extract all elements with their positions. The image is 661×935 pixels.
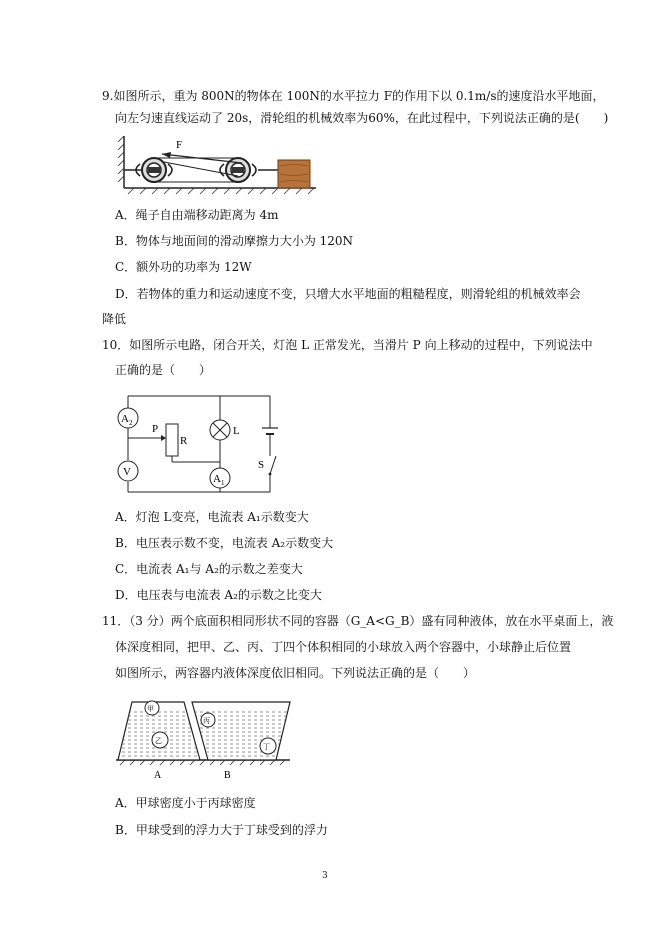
force-label-f: F xyxy=(176,139,183,151)
q9-stem-line1: 9.如图所示，重为 800N的物体在 100N的水平拉力 F的作用下以 0.1m/s的速度沿水平地面， xyxy=(102,89,605,103)
q9-pulley-figure xyxy=(118,134,318,196)
q11-containers-figure xyxy=(116,694,292,780)
q9-option-d-line1: D．若物体的重力和运动速度不变，只增大水平地面的粗糙程度，则滑轮组的机械效率会 xyxy=(115,287,581,301)
ball-bing-label: 丙 xyxy=(203,717,210,725)
q11-stem-line1: 11．（3 分）两个底面积相同形状不同的容器（G_A<G_B）盛有同种液体，放在水平桌面上，液 xyxy=(102,614,614,628)
svg-text:1: 1 xyxy=(221,479,225,487)
rheostat-icon xyxy=(166,424,178,456)
rheostat-label: R xyxy=(180,435,188,447)
ammeter-a1-icon xyxy=(210,468,230,488)
svg-text:2: 2 xyxy=(129,419,133,427)
ammeter-a1-label: A xyxy=(213,473,221,485)
page-number: 3 xyxy=(322,871,328,881)
ball-yi-label: 乙 xyxy=(155,737,162,745)
q10-option-c: C．电流表 A₁与 A₂的示数之差变大 xyxy=(115,562,303,576)
lamp-icon xyxy=(210,420,230,440)
q10-option-d: D．电压表与电流表 A₂的示数之比变大 xyxy=(115,588,322,602)
lamp-label: L xyxy=(233,425,240,437)
fixed-pulley-icon xyxy=(136,158,172,182)
q10-option-b: B．电压表示数不变，电流表 A₂示数变大 xyxy=(115,536,334,550)
voltmeter-label: V xyxy=(123,466,131,478)
container-a-label: A xyxy=(154,770,162,780)
q11-option-b: B．甲球受到的浮力大于丁球受到的浮力 xyxy=(115,823,328,837)
q9-option-a: A．绳子自由端移动距离为 4m xyxy=(115,208,279,222)
container-b-label: B xyxy=(224,770,231,780)
q11-option-a: A．甲球密度小于丙球密度 xyxy=(115,796,256,810)
voltmeter-icon xyxy=(118,461,138,481)
q9-option-c: C．额外功的功率为 12W xyxy=(115,260,252,274)
switch-label: S xyxy=(258,459,265,471)
slider-label-p: P xyxy=(152,423,159,435)
ball-jia-label: 甲 xyxy=(147,705,154,713)
q11-stem-line3: 如图所示，两容器内液体深度依旧相同。下列说法正确的是（ ） xyxy=(115,666,476,680)
ball-ding-label: 丁 xyxy=(263,743,270,751)
q11-stem-line2: 体深度相同，把甲、乙、丙、丁四个体积相同的小球放入两个容器中，小球静止后位置 xyxy=(115,640,572,654)
q10-stem-line1: 10．如图所示电路，闭合开关，灯泡 L 正常发光，当滑片 P 向上移动的过程中，下列说法中 xyxy=(102,338,593,352)
q9-option-d-line2: 降低 xyxy=(102,312,127,326)
ammeter-a2-label: A xyxy=(121,413,129,425)
ammeter-a2-icon xyxy=(118,408,138,428)
q9-stem-line2: 向左匀速直线运动了 20s，滑轮组的机械效率为60%，在此过程中，下列说法正确的是( ) xyxy=(115,111,609,125)
q9-option-b: B．物体与地面间的滑动摩擦力大小为 120N xyxy=(115,234,354,248)
q10-circuit-figure xyxy=(116,392,282,496)
q10-stem-line2: 正确的是（ ） xyxy=(115,363,212,377)
q10-option-a: A．灯泡 L变亮，电流表 A₁示数变大 xyxy=(115,510,309,524)
